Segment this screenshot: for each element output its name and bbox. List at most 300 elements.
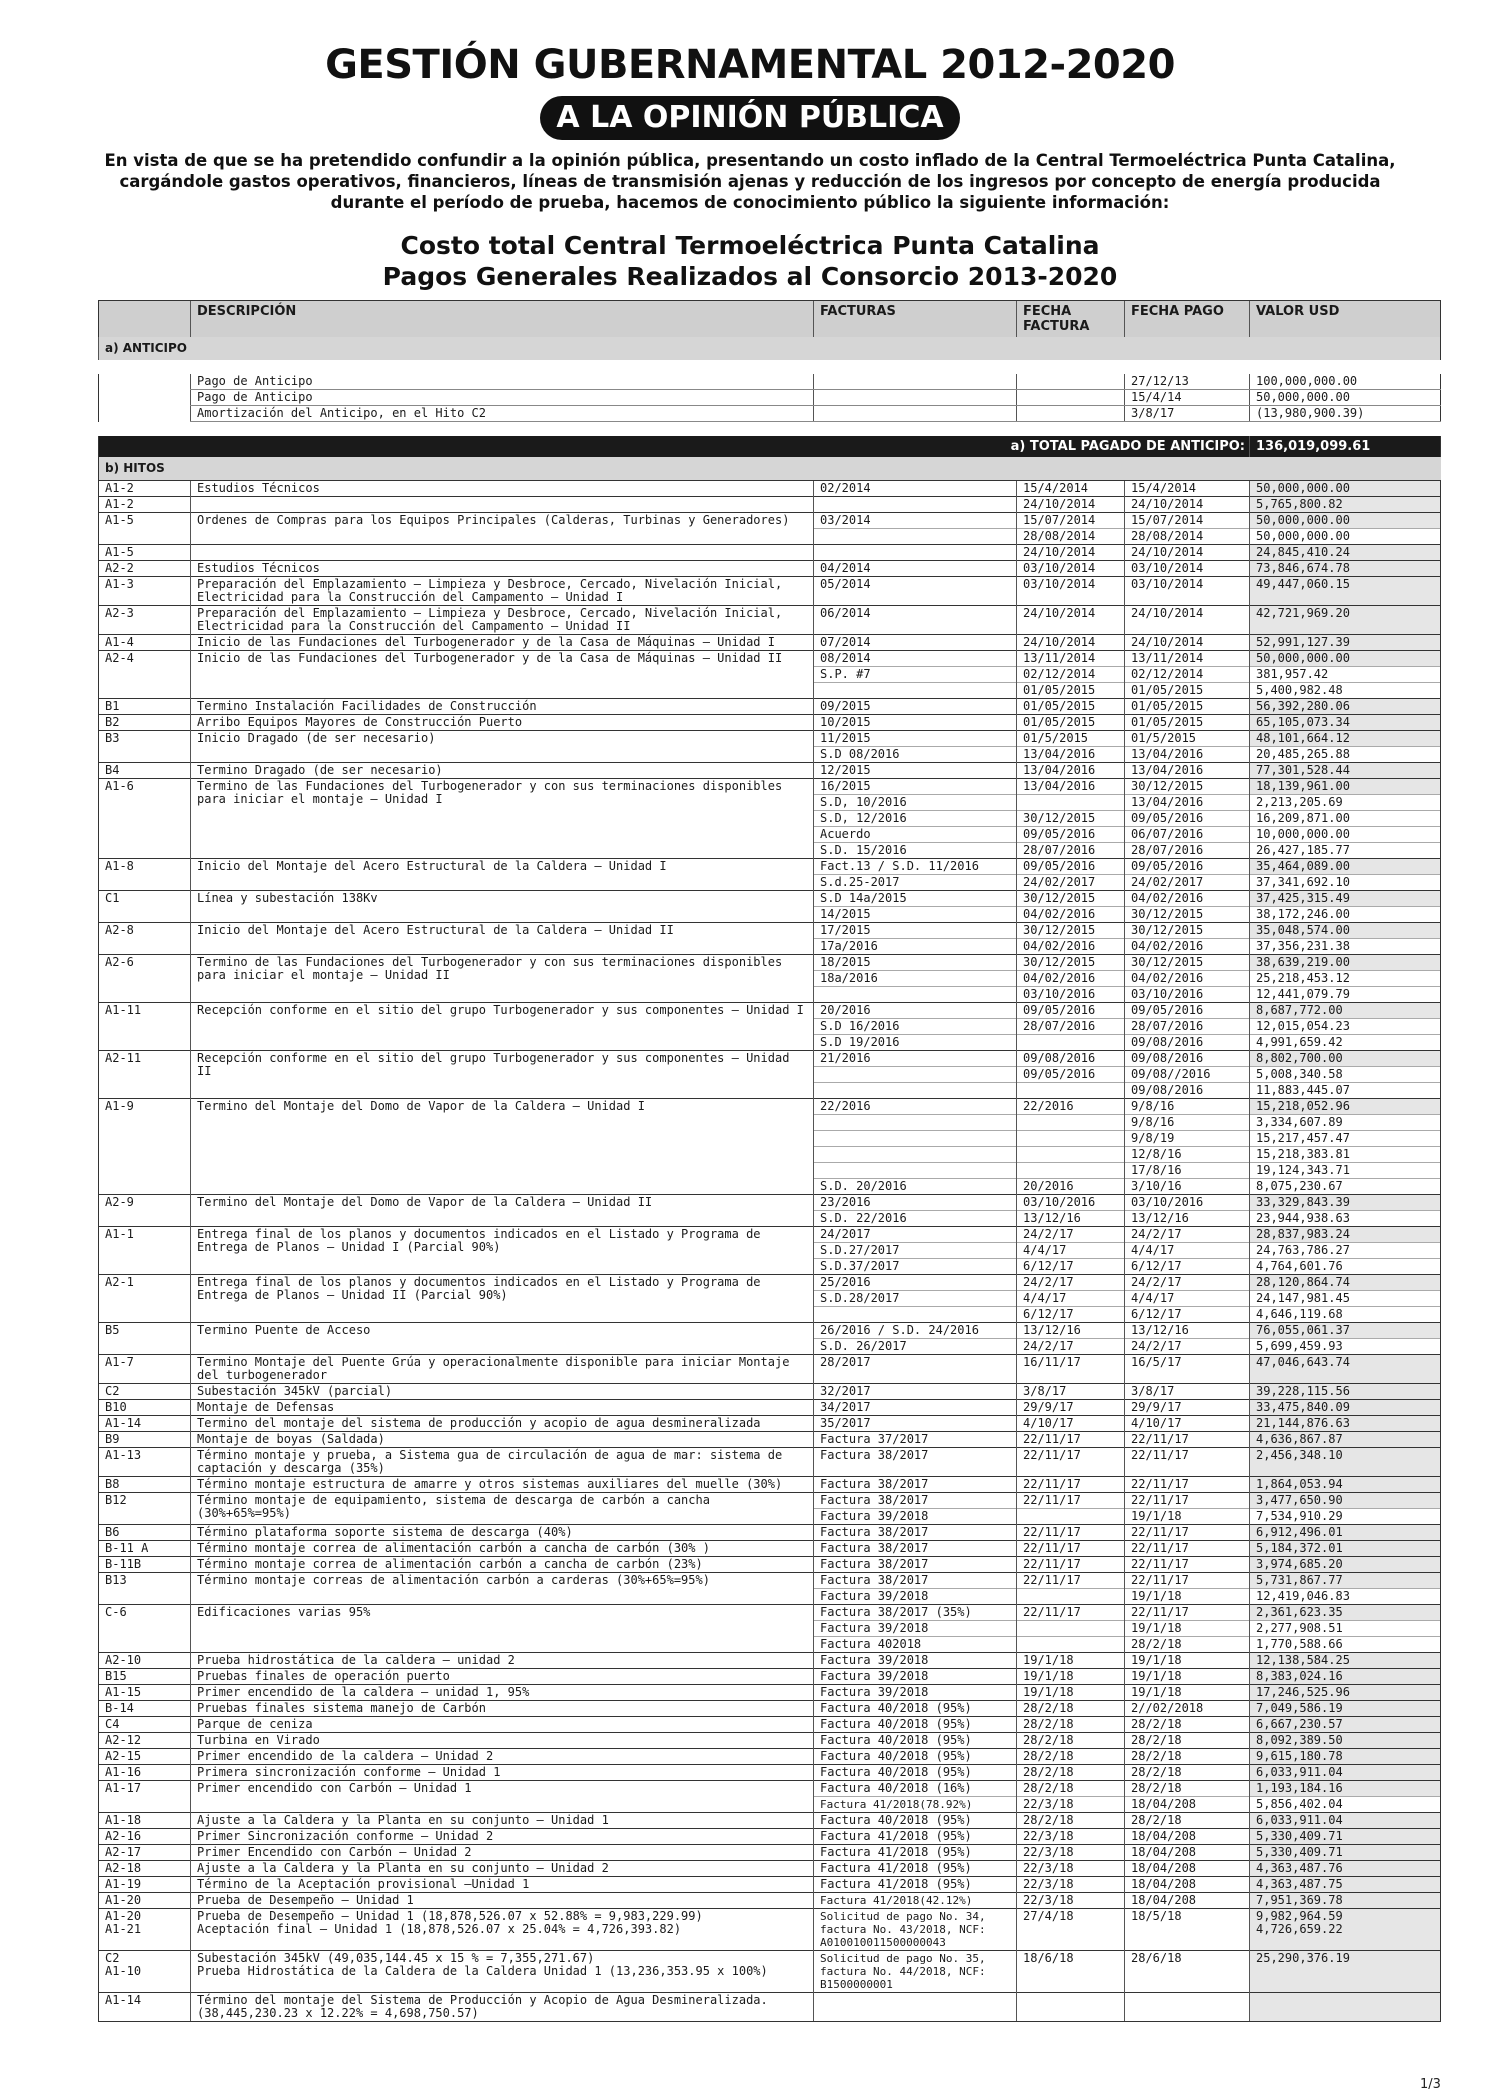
- hito-code: C-6: [99, 1605, 191, 1653]
- invoice-date-cell: 24/10/2014: [1017, 635, 1125, 651]
- invoice-cell: Factura 39/2018: [814, 1589, 1017, 1605]
- hito-code: A1-5: [99, 513, 191, 545]
- hito-row: [99, 1275, 1441, 1291]
- value-usd-cell: 5,330,409.71: [1250, 1845, 1441, 1861]
- hito-row: [99, 1605, 1441, 1621]
- value-usd-cell: 50,000,000.00: [1250, 481, 1441, 497]
- invoice-cell: [814, 545, 1017, 561]
- value-usd-cell: 1,770,588.66: [1250, 1637, 1441, 1653]
- payment-date-cell: 09/08/2016: [1125, 1083, 1250, 1099]
- hito-description: Estudios Técnicos: [191, 561, 814, 577]
- hito-row: [99, 1541, 1441, 1557]
- hito-description: Término montaje de equipamiento, sistema de descarga de carbón a cancha (30%+65%=95%): [191, 1493, 814, 1525]
- invoice-cell: S.D 14a/2015: [814, 891, 1017, 907]
- value-usd-cell: 24,147,981.45: [1250, 1291, 1441, 1307]
- anticipo-cell: 15/4/14: [1125, 390, 1250, 406]
- hito-code: A1-6: [99, 779, 191, 859]
- payment-date-cell: 22/11/17: [1125, 1525, 1250, 1541]
- hito-row: [99, 1355, 1441, 1384]
- hito-description: Prueba de Desempeño – Unidad 1 (18,878,526.07 x 52.88% = 9,983,229.99) Aceptación final – Unidad 1 (18,878,526.07 x 25.04% = 4,726,393.82): [191, 1909, 814, 1951]
- invoice-cell: 23/2016: [814, 1195, 1017, 1211]
- hito-code: A2-15: [99, 1749, 191, 1765]
- invoice-date-cell: 01/5/2015: [1017, 731, 1125, 747]
- invoice-cell: 11/2015: [814, 731, 1017, 747]
- value-usd-cell: 5,731,867.77: [1250, 1573, 1441, 1589]
- invoice-date-cell: 22/3/18: [1017, 1797, 1125, 1813]
- invoice-date-cell: 27/4/18: [1017, 1909, 1125, 1951]
- value-usd-cell: 2,456,348.10: [1250, 1448, 1441, 1477]
- value-usd-cell: 49,447,060.15: [1250, 577, 1441, 606]
- hito-code: B2: [99, 715, 191, 731]
- hito-description: Prueba de Desempeño – Unidad 1: [191, 1893, 814, 1909]
- payment-date-cell: 6/12/17: [1125, 1307, 1250, 1323]
- page-number: 1/3: [1420, 2077, 1441, 2092]
- hito-code: A1-16: [99, 1765, 191, 1781]
- invoice-date-cell: 22/2016: [1017, 1099, 1125, 1115]
- value-usd-cell: 12,441,079.79: [1250, 987, 1441, 1003]
- payment-date-cell: 9/8/16: [1125, 1099, 1250, 1115]
- invoice-date-cell: 30/12/2015: [1017, 891, 1125, 907]
- value-usd-cell: 15,218,383.81: [1250, 1147, 1441, 1163]
- invoice-cell: 18a/2016: [814, 971, 1017, 987]
- value-usd-cell: 1,193,184.16: [1250, 1781, 1441, 1797]
- invoice-date-cell: 13/12/16: [1017, 1323, 1125, 1339]
- invoice-date-cell: 28/2/18: [1017, 1749, 1125, 1765]
- invoice-date-cell: 30/12/2015: [1017, 923, 1125, 939]
- hito-description: Termino del Montaje del Domo de Vapor de la Caldera – Unidad II: [191, 1195, 814, 1227]
- hito-row: [99, 1227, 1441, 1243]
- hito-code: A2-10: [99, 1653, 191, 1669]
- invoice-date-cell: 28/2/18: [1017, 1733, 1125, 1749]
- payment-date-cell: 4/4/17: [1125, 1243, 1250, 1259]
- payment-date-cell: 28/08/2014: [1125, 529, 1250, 545]
- section-label: a) ANTICIPO: [99, 337, 1441, 360]
- hito-code: C2: [99, 1384, 191, 1400]
- value-usd-cell: 8,383,024.16: [1250, 1669, 1441, 1685]
- invoice-cell: Factura 41/2018 (95%): [814, 1829, 1017, 1845]
- value-usd-cell: 4,764,601.76: [1250, 1259, 1441, 1275]
- hito-description: Primera sincronización conforme – Unidad 1: [191, 1765, 814, 1781]
- payment-date-cell: 13/04/2016: [1125, 795, 1250, 811]
- hito-description: Termino del montaje del sistema de producción y acopio de agua desmineralizada: [191, 1416, 814, 1432]
- invoice-date-cell: [1017, 1509, 1125, 1525]
- hito-row: [99, 561, 1441, 577]
- invoice-cell: S.D 08/2016: [814, 747, 1017, 763]
- invoice-date-cell: 18/6/18: [1017, 1951, 1125, 1993]
- hito-code: A1-14: [99, 1993, 191, 2022]
- hito-row: [99, 1951, 1441, 1993]
- payment-date-cell: 09/08/2016: [1125, 1035, 1250, 1051]
- hito-row: [99, 577, 1441, 606]
- value-usd-cell: 5,184,372.01: [1250, 1541, 1441, 1557]
- hito-row: [99, 1099, 1441, 1115]
- payment-date-cell: 30/12/2015: [1125, 923, 1250, 939]
- invoice-cell: Factura 38/2017: [814, 1573, 1017, 1589]
- payment-date-cell: 09/05/2016: [1125, 811, 1250, 827]
- hito-code: B5: [99, 1323, 191, 1355]
- hito-code: A2-1: [99, 1275, 191, 1323]
- hito-row: [99, 1733, 1441, 1749]
- invoice-cell: 10/2015: [814, 715, 1017, 731]
- invoice-date-cell: 4/4/17: [1017, 1243, 1125, 1259]
- value-usd-cell: 12,015,054.23: [1250, 1019, 1441, 1035]
- invoice-cell: 07/2014: [814, 635, 1017, 651]
- hito-row: [99, 1993, 1441, 2022]
- invoice-date-cell: 20/2016: [1017, 1179, 1125, 1195]
- invoice-cell: 12/2015: [814, 763, 1017, 779]
- value-usd-cell: 39,228,115.56: [1250, 1384, 1441, 1400]
- anticipo-cell: [1017, 406, 1125, 422]
- payment-date-cell: 19/1/18: [1125, 1653, 1250, 1669]
- value-usd-cell: 7,534,910.29: [1250, 1509, 1441, 1525]
- value-usd-cell: 8,687,772.00: [1250, 1003, 1441, 1019]
- hito-row: [99, 497, 1441, 513]
- column-header: VALOR USD: [1250, 301, 1441, 338]
- hito-description: Montaje de Defensas: [191, 1400, 814, 1416]
- invoice-date-cell: 22/11/17: [1017, 1493, 1125, 1509]
- payment-date-cell: 18/04/208: [1125, 1861, 1250, 1877]
- hito-code: A1-13: [99, 1448, 191, 1477]
- payment-date-cell: 18/04/208: [1125, 1877, 1250, 1893]
- hito-code: A2-3: [99, 606, 191, 635]
- column-header: FECHA PAGO: [1125, 301, 1250, 338]
- hito-description: Inicio del Montaje del Acero Estructural de la Caldera – Unidad II: [191, 923, 814, 955]
- value-usd-cell: [1250, 1993, 1441, 2022]
- hito-row: [99, 1400, 1441, 1416]
- value-usd-cell: 5,330,409.71: [1250, 1829, 1441, 1845]
- invoice-date-cell: [1017, 1115, 1125, 1131]
- hito-description: Termino Instalación Facilidades de Construcción: [191, 699, 814, 715]
- hito-code: C4: [99, 1717, 191, 1733]
- hito-code: A1-20 A1-21: [99, 1909, 191, 1951]
- value-usd-cell: 5,400,982.48: [1250, 683, 1441, 699]
- invoice-cell: 18/2015: [814, 955, 1017, 971]
- payment-date-cell: 24/10/2014: [1125, 497, 1250, 513]
- invoice-date-cell: [1017, 1621, 1125, 1637]
- anticipo-cell: [814, 390, 1017, 406]
- invoice-cell: S.D. 26/2017: [814, 1339, 1017, 1355]
- invoice-cell: Factura 37/2017: [814, 1432, 1017, 1448]
- payment-date-cell: 22/11/17: [1125, 1448, 1250, 1477]
- hito-description: [191, 545, 814, 561]
- anticipo-cell: Pago de Anticipo: [191, 374, 814, 390]
- value-usd-cell: 8,075,230.67: [1250, 1179, 1441, 1195]
- value-usd-cell: 38,172,246.00: [1250, 907, 1441, 923]
- value-usd-cell: 42,721,969.20: [1250, 606, 1441, 635]
- invoice-cell: [814, 1147, 1017, 1163]
- subtitle-line-2: Pagos Generales Realizados al Consorcio 2013-2020: [382, 262, 1118, 291]
- invoice-cell: 04/2014: [814, 561, 1017, 577]
- value-usd-cell: 28,120,864.74: [1250, 1275, 1441, 1291]
- hito-row: [99, 1195, 1441, 1211]
- hito-row: [99, 715, 1441, 731]
- hito-row: [99, 481, 1441, 497]
- hito-row: [99, 1781, 1441, 1797]
- hito-code: A1-19: [99, 1877, 191, 1893]
- payment-date-cell: 24/02/2017: [1125, 875, 1250, 891]
- invoice-cell: S.D. 20/2016: [814, 1179, 1017, 1195]
- invoice-cell: [814, 1131, 1017, 1147]
- hito-row: [99, 1003, 1441, 1019]
- invoice-date-cell: 09/05/2016: [1017, 1003, 1125, 1019]
- anticipo-cell: 100,000,000.00: [1250, 374, 1441, 390]
- hito-row: [99, 606, 1441, 635]
- hito-code: A1-1: [99, 1227, 191, 1275]
- invoice-date-cell: 03/10/2014: [1017, 561, 1125, 577]
- payment-date-cell: 19/1/18: [1125, 1669, 1250, 1685]
- hito-description: Primer Sincronización conforme – Unidad 2: [191, 1829, 814, 1845]
- value-usd-cell: 48,101,664.12: [1250, 731, 1441, 747]
- payment-date-cell: 22/11/17: [1125, 1493, 1250, 1509]
- hito-code: A2-16: [99, 1829, 191, 1845]
- hito-description: Término montaje correas de alimentación carbón a carderas (30%+65%=95%): [191, 1573, 814, 1605]
- payment-date-cell: 22/11/17: [1125, 1432, 1250, 1448]
- value-usd-cell: 56,392,280.06: [1250, 699, 1441, 715]
- hito-code: B1: [99, 699, 191, 715]
- hito-row: [99, 1877, 1441, 1893]
- payment-date-cell: 04/02/2016: [1125, 891, 1250, 907]
- anticipo-cell: Amortización del Anticipo, en el Hito C2: [191, 406, 814, 422]
- invoice-cell: Factura 39/2018: [814, 1685, 1017, 1701]
- invoice-cell: S.D. 15/2016: [814, 843, 1017, 859]
- invoice-date-cell: 19/1/18: [1017, 1669, 1125, 1685]
- hito-description: Preparación del Emplazamiento – Limpieza y Desbroce, Cercado, Nivelación Inicial, Electricidad para la Construcción del Campamento – Unidad II: [191, 606, 814, 635]
- value-usd-cell: 11,883,445.07: [1250, 1083, 1441, 1099]
- payment-date-cell: 9/8/16: [1125, 1115, 1250, 1131]
- invoice-date-cell: 13/04/2016: [1017, 747, 1125, 763]
- invoice-date-cell: 15/07/2014: [1017, 513, 1125, 529]
- invoice-cell: 06/2014: [814, 606, 1017, 635]
- payments-table: [98, 300, 1441, 2022]
- invoice-date-cell: 04/02/2016: [1017, 907, 1125, 923]
- value-usd-cell: 4,363,487.75: [1250, 1877, 1441, 1893]
- hito-description: Termino del Montaje del Domo de Vapor de la Caldera – Unidad I: [191, 1099, 814, 1195]
- hito-row: [99, 923, 1441, 939]
- invoice-date-cell: 22/11/17: [1017, 1525, 1125, 1541]
- hito-code: B3: [99, 731, 191, 763]
- payment-date-cell: 02/12/2014: [1125, 667, 1250, 683]
- invoice-cell: Fact.13 / S.D. 11/2016: [814, 859, 1017, 875]
- hito-row: [99, 1669, 1441, 1685]
- column-header: FACTURAS: [814, 301, 1017, 338]
- invoice-cell: Factura 41/2018 (95%): [814, 1845, 1017, 1861]
- invoice-cell: S.D 19/2016: [814, 1035, 1017, 1051]
- payment-date-cell: 13/12/16: [1125, 1323, 1250, 1339]
- hito-description: Arribo Equipos Mayores de Construcción Puerto: [191, 715, 814, 731]
- invoice-date-cell: 22/3/18: [1017, 1893, 1125, 1909]
- invoice-date-cell: 01/05/2015: [1017, 715, 1125, 731]
- invoice-date-cell: 4/4/17: [1017, 1291, 1125, 1307]
- value-usd-cell: 5,765,800.82: [1250, 497, 1441, 513]
- value-usd-cell: 17,246,525.96: [1250, 1685, 1441, 1701]
- invoice-cell: S.D 16/2016: [814, 1019, 1017, 1035]
- value-usd-cell: 8,092,389.50: [1250, 1733, 1441, 1749]
- hito-description: Primer encendido con Carbón – Unidad 1: [191, 1781, 814, 1813]
- hito-description: Termino Montaje del Puente Grúa y operacionalmente disponible para iniciar Montaje del turbogenerador: [191, 1355, 814, 1384]
- value-usd-cell: 15,218,052.96: [1250, 1099, 1441, 1115]
- invoice-cell: [814, 683, 1017, 699]
- hito-code: C1: [99, 891, 191, 923]
- hito-row: [99, 1845, 1441, 1861]
- invoice-cell: Factura 41/2018 (95%): [814, 1861, 1017, 1877]
- invoice-cell: Factura 40/2018 (95%): [814, 1733, 1017, 1749]
- anticipo-cell: 3/8/17: [1125, 406, 1250, 422]
- payment-date-cell: 24/2/17: [1125, 1275, 1250, 1291]
- hito-description: Inicio de las Fundaciones del Turbogenerador y de la Casa de Máquinas – Unidad I: [191, 635, 814, 651]
- hito-row: [99, 1893, 1441, 1909]
- hito-code: B15: [99, 1669, 191, 1685]
- hito-description: [191, 497, 814, 513]
- invoice-date-cell: [1017, 1993, 1125, 2022]
- hito-code: A1-8: [99, 859, 191, 891]
- payment-date-cell: 13/11/2014: [1125, 651, 1250, 667]
- hito-description: Término del montaje del Sistema de Producción y Acopio de Agua Desmineralizada. (38,445,230.23 x 12.22% = 4,698,750.57): [191, 1993, 814, 2022]
- invoice-date-cell: 3/8/17: [1017, 1384, 1125, 1400]
- invoice-date-cell: 22/3/18: [1017, 1861, 1125, 1877]
- hito-description: Término montaje y prueba, a Sistema gua de circulación de agua de mar: sistema de captación y descarga (35%): [191, 1448, 814, 1477]
- hito-code: A2-12: [99, 1733, 191, 1749]
- anticipo-cell: [1017, 374, 1125, 390]
- hito-row: [99, 1573, 1441, 1589]
- invoice-cell: Solicitud de pago No. 35, factura No. 44/2018, NCF: B1500000001: [814, 1951, 1017, 1993]
- invoice-cell: 24/2017: [814, 1227, 1017, 1243]
- hito-description: Término montaje correa de alimentación carbón a cancha de carbón (23%): [191, 1557, 814, 1573]
- table-header-row: [99, 301, 1441, 338]
- hito-code: A1-17: [99, 1781, 191, 1813]
- value-usd-cell: 35,464,089.00: [1250, 859, 1441, 875]
- value-usd-cell: 50,000,000.00: [1250, 651, 1441, 667]
- value-usd-cell: 3,477,650.90: [1250, 1493, 1441, 1509]
- value-usd-cell: 3,974,685.20: [1250, 1557, 1441, 1573]
- anticipo-cell: [1017, 390, 1125, 406]
- invoice-date-cell: 15/4/2014: [1017, 481, 1125, 497]
- invoice-cell: 20/2016: [814, 1003, 1017, 1019]
- payment-date-cell: 30/12/2015: [1125, 907, 1250, 923]
- hito-description: Estudios Técnicos: [191, 481, 814, 497]
- hito-description: Primer encendido de la caldera – unidad 1, 95%: [191, 1685, 814, 1701]
- value-usd-cell: 2,213,205.69: [1250, 795, 1441, 811]
- hito-description: Inicio de las Fundaciones del Turbogenerador y de la Casa de Máquinas – Unidad II: [191, 651, 814, 699]
- invoice-cell: 32/2017: [814, 1384, 1017, 1400]
- invoice-date-cell: 4/10/17: [1017, 1416, 1125, 1432]
- value-usd-cell: 21,144,876.63: [1250, 1416, 1441, 1432]
- invoice-date-cell: 28/07/2016: [1017, 1019, 1125, 1035]
- payment-date-cell: 09/05/2016: [1125, 859, 1250, 875]
- payment-date-cell: 04/02/2016: [1125, 971, 1250, 987]
- payment-date-cell: 22/11/17: [1125, 1541, 1250, 1557]
- invoice-cell: [814, 529, 1017, 545]
- payment-date-cell: 28/2/18: [1125, 1765, 1250, 1781]
- hito-row: [99, 1909, 1441, 1951]
- payment-date-cell: 06/07/2016: [1125, 827, 1250, 843]
- hito-description: Pruebas finales de operación puerto: [191, 1669, 814, 1685]
- payment-date-cell: [1125, 1993, 1250, 2022]
- invoice-date-cell: 22/11/17: [1017, 1605, 1125, 1621]
- invoice-cell: S.D, 12/2016: [814, 811, 1017, 827]
- payment-date-cell: 24/10/2014: [1125, 635, 1250, 651]
- invoice-cell: 05/2014: [814, 577, 1017, 606]
- payment-date-cell: 22/11/17: [1125, 1605, 1250, 1621]
- payment-date-cell: 19/1/18: [1125, 1509, 1250, 1525]
- subtitle-line-1: Costo total Central Termoeléctrica Punta Catalina: [400, 231, 1100, 260]
- payment-date-cell: 24/2/17: [1125, 1339, 1250, 1355]
- invoice-date-cell: 09/05/2016: [1017, 827, 1125, 843]
- invoice-date-cell: [1017, 1035, 1125, 1051]
- hito-description: Prueba hidrostática de la caldera – unidad 2: [191, 1653, 814, 1669]
- hito-code: A1-15: [99, 1685, 191, 1701]
- hito-row: [99, 1653, 1441, 1669]
- invoice-cell: Factura 39/2018: [814, 1509, 1017, 1525]
- payment-date-cell: 29/9/17: [1125, 1400, 1250, 1416]
- hito-row: [99, 1829, 1441, 1845]
- hito-row: [99, 1765, 1441, 1781]
- value-usd-cell: 25,290,376.19: [1250, 1951, 1441, 1993]
- invoice-cell: S.D.27/2017: [814, 1243, 1017, 1259]
- invoice-date-cell: 13/12/16: [1017, 1211, 1125, 1227]
- hito-row: [99, 891, 1441, 907]
- value-usd-cell: 4,363,487.76: [1250, 1861, 1441, 1877]
- invoice-date-cell: 24/2/17: [1017, 1275, 1125, 1291]
- invoice-cell: S.D. 22/2016: [814, 1211, 1017, 1227]
- section-anticipo-row: [99, 337, 1441, 360]
- payment-date-cell: 18/04/208: [1125, 1845, 1250, 1861]
- hito-description: Preparación del Emplazamiento – Limpieza y Desbroce, Cercado, Nivelación Inicial, Electricidad para la Construcción del Campamento – Unidad I: [191, 577, 814, 606]
- hito-code: B8: [99, 1477, 191, 1493]
- value-usd-cell: 15,217,457.47: [1250, 1131, 1441, 1147]
- value-usd-cell: 37,341,692.10: [1250, 875, 1441, 891]
- anticipo-cell: (13,980,900.39): [1250, 406, 1441, 422]
- hito-row: [99, 731, 1441, 747]
- hito-code: B6: [99, 1525, 191, 1541]
- hito-code: A1-14: [99, 1416, 191, 1432]
- hito-description: Subestación 345kV (parcial): [191, 1384, 814, 1400]
- value-usd-cell: 7,951,369.78: [1250, 1893, 1441, 1909]
- hito-description: Primer Encendido con Carbón – Unidad 2: [191, 1845, 814, 1861]
- invoice-cell: Factura 38/2017 (35%): [814, 1605, 1017, 1621]
- invoice-cell: Factura 38/2017: [814, 1477, 1017, 1493]
- payment-date-cell: 30/12/2015: [1125, 955, 1250, 971]
- banner-pill: A LA OPINIÓN PÚBLICA: [540, 96, 960, 140]
- value-usd-cell: 5,008,340.58: [1250, 1067, 1441, 1083]
- invoice-date-cell: 24/10/2014: [1017, 545, 1125, 561]
- value-usd-cell: 2,361,623.35: [1250, 1605, 1441, 1621]
- anticipo-row: [99, 374, 1441, 390]
- value-usd-cell: 6,667,230.57: [1250, 1717, 1441, 1733]
- payment-date-cell: 18/04/208: [1125, 1797, 1250, 1813]
- value-usd-cell: 50,000,000.00: [1250, 529, 1441, 545]
- payment-date-cell: 18/04/208: [1125, 1829, 1250, 1845]
- value-usd-cell: 33,329,843.39: [1250, 1195, 1441, 1211]
- hito-code: A1-9: [99, 1099, 191, 1195]
- section-label: b) HITOS: [99, 457, 1441, 481]
- value-usd-cell: 24,763,786.27: [1250, 1243, 1441, 1259]
- invoice-cell: Acuerdo: [814, 827, 1017, 843]
- payment-date-cell: 24/2/17: [1125, 1227, 1250, 1243]
- payment-date-cell: 01/05/2015: [1125, 683, 1250, 699]
- invoice-cell: 35/2017: [814, 1416, 1017, 1432]
- payment-date-cell: 16/5/17: [1125, 1355, 1250, 1384]
- value-usd-cell: 77,301,528.44: [1250, 763, 1441, 779]
- invoice-date-cell: 09/08/2016: [1017, 1051, 1125, 1067]
- hito-description: Termino de las Fundaciones del Turbogenerador y con sus terminaciones disponibles para iniciar el montaje – Unidad I: [191, 779, 814, 859]
- hito-description: Línea y subestación 138Kv: [191, 891, 814, 923]
- invoice-date-cell: 22/11/17: [1017, 1541, 1125, 1557]
- payment-date-cell: 18/04/208: [1125, 1893, 1250, 1909]
- hito-row: [99, 859, 1441, 875]
- total-anticipo-label: a) TOTAL PAGADO DE ANTICIPO:: [99, 436, 1250, 457]
- invoice-date-cell: 22/3/18: [1017, 1845, 1125, 1861]
- page-title: GESTIÓN GUBERNAMENTAL 2012-2020: [325, 42, 1175, 88]
